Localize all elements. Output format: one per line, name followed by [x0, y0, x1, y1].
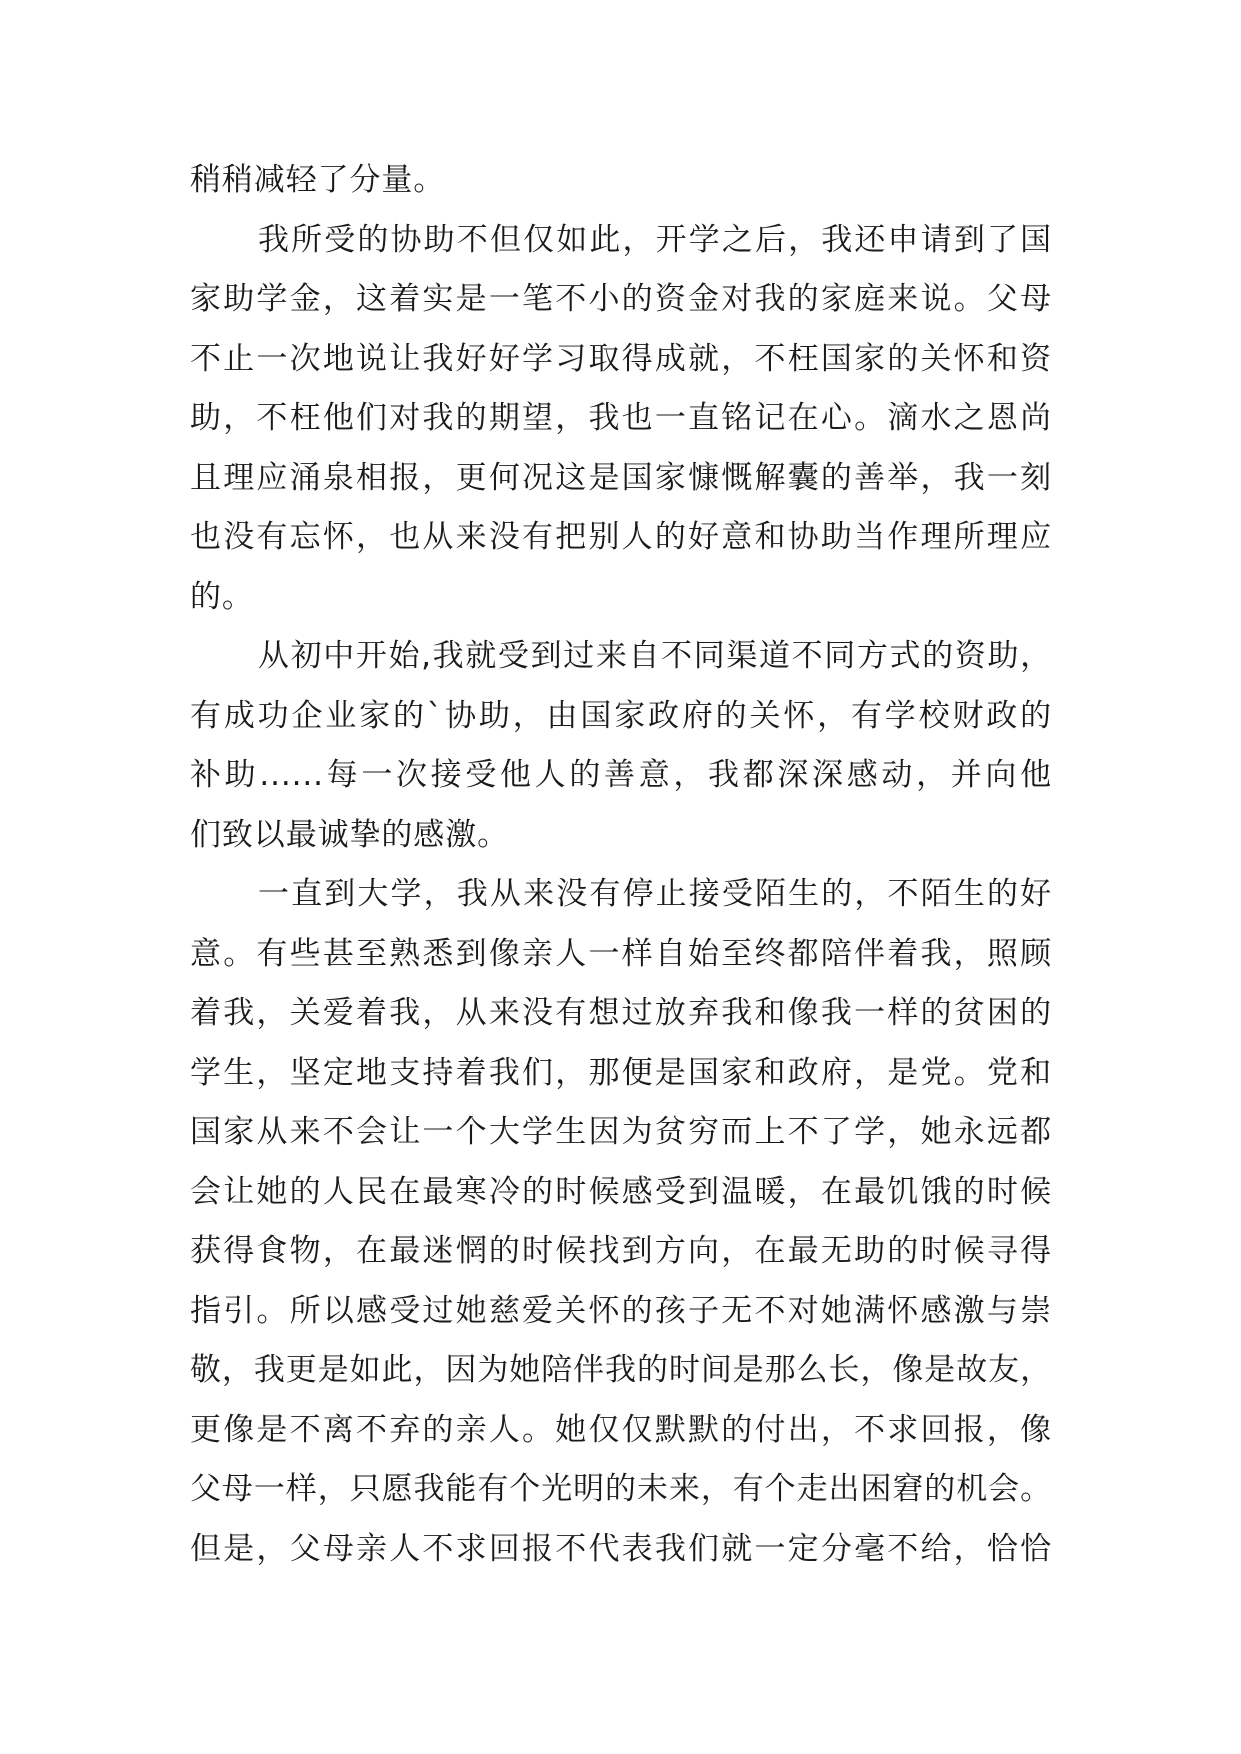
text-line: 不止一次地说让我好好学习取得成就，不枉国家的关怀和资 [190, 340, 1052, 377]
text-line: 国家从来不会让一个大学生因为贫穷而上不了学，她永远都 [190, 1114, 1052, 1150]
text-line: 助，不枉他们对我的期望，我也一直铭记在心。滴水之恩尚 [190, 400, 1052, 436]
paragraph-first-line: 从初中开始,我就受到过来自不同渠道不同方式的资助， [258, 638, 1052, 674]
text-line: 但是，父母亲人不求回报不代表我们就一定分毫不给，恰恰 [190, 1530, 1052, 1567]
text-line: 意。有些甚至熟悉到像亲人一样自始至终都陪伴着我，照顾 [190, 935, 1052, 972]
text-line: 获得食物，在最迷惘的时候找到方向，在最无助的时候寻得 [190, 1233, 1052, 1269]
text-line: 指引。所以感受过她慈爱关怀的孩子无不对她满怀感激与崇 [190, 1292, 1052, 1329]
paragraph-first-line: 一直到大学，我从来没有停止接受陌生的，不陌生的好 [258, 876, 1052, 912]
text-line: 敬，我更是如此，因为她陪伴我的时间是那么长，像是故友， [190, 1352, 1052, 1388]
text-line: 父母一样，只愿我能有个光明的未来，有个走出困窘的机会。 [190, 1471, 1052, 1507]
text-line: 也没有忘怀，也从来没有把别人的好意和协助当作理所理应 [190, 519, 1052, 555]
text-line: 更像是不离不弃的亲人。她仅仅默默的付出，不求回报，像 [190, 1411, 1052, 1448]
text-line: 着我，关爱着我，从来没有想过放弃我和像我一样的贫困的 [190, 995, 1052, 1031]
text-line: 家助学金，这着实是一笔不小的资金对我的家庭来说。父母 [190, 281, 1052, 317]
document-page [190, 151, 1052, 1579]
text-line: 的。 [190, 578, 254, 615]
text-line: 会让她的人民在最寒冷的时候感受到温暖，在最饥饿的时候 [190, 1173, 1052, 1210]
text-line: 有成功企业家的`协助，由国家政府的关怀，有学校财政的 [190, 697, 1052, 734]
text-line: 补助......每一次接受他人的善意，我都深深感动，并向他 [190, 757, 1052, 793]
text-line: 稍稍减轻了分量。 [190, 162, 446, 198]
text-line: 们致以最诚挚的感激。 [190, 816, 509, 853]
text-line: 学生，坚定地支持着我们，那便是国家和政府，是党。党和 [190, 1054, 1052, 1091]
paragraph-first-line: 我所受的协助不但仅如此，开学之后，我还申请到了国 [258, 221, 1052, 258]
text-line: 且理应涌泉相报，更何况这是国家慷慨解囊的善举，我一刻 [190, 459, 1052, 496]
